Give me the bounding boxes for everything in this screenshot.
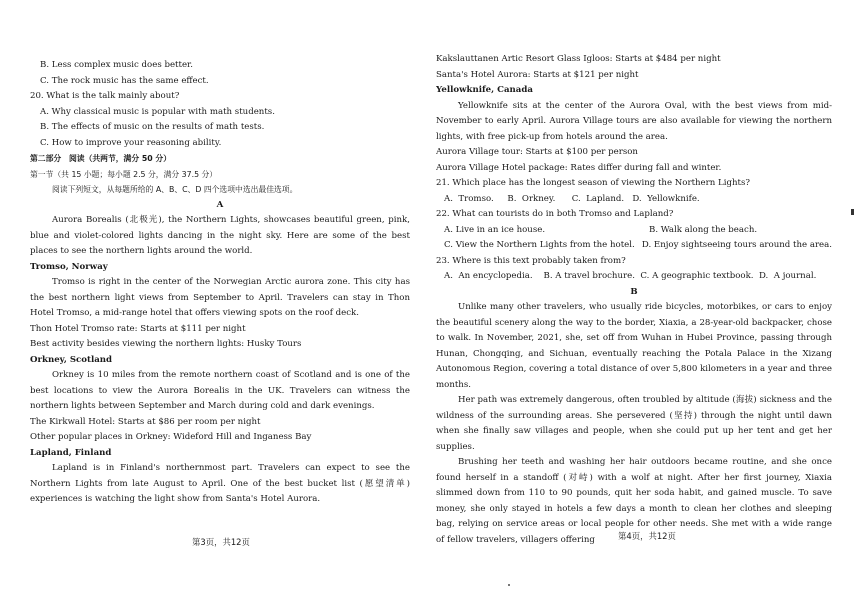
option-line: B. Less complex music does better. <box>40 60 193 70</box>
passage-letter-a: A <box>216 199 224 210</box>
orkney-hotel: The Kirkwall Hotel: Starts at $86 per room per night <box>30 416 261 427</box>
option-22c: C. View the Northern Lights from the hotel. <box>444 240 635 250</box>
question-20: 20. What is the talk mainly about? <box>30 91 180 101</box>
intro-paragraph: Aurora Borealis (北极光), the Northern Lights, showcases beautiful green, pink, blue and violet-colored lights dancing in the night sky. Here are some of the best places to see the northern lights around the world. <box>30 215 410 256</box>
passage-b-paragraph-1: Unlike many other travelers, who usually ride bicycles, motorbikes, or cars to enjoy the beautiful scenery along the way to the border, Xiaxia, a 28-year-old backpacker, chose to walk. In November, 2021, she, set off from Wuhan in Hubei Province, passing through Hunan, Chongqing, and Sichuan, eventually reaching the Potala Palace in the Xizang Autonomous Region, covering a total distance of over 5,800 kilometers in a year and three months. <box>436 302 832 390</box>
question-22-options-ab <box>436 223 832 239</box>
section-title: 第二部分 阅读（共两节，满分 50 分） <box>30 154 172 163</box>
question-21: 21. Which place has the longest season of viewing the Northern Lights? <box>436 178 750 188</box>
heading-orkney: Orkney, Scotland <box>30 354 113 365</box>
option-line: B. The effects of music on the results of math tests. <box>40 122 265 132</box>
right-page <box>436 52 832 548</box>
yellowknife-paragraph: Yellowknife sits at the center of the Aurora Oval, with the best views from mid-November to early April. Aurora Village tours are also available for viewing the northern lights, with free pick-up from hotels around the area. <box>436 100 832 142</box>
option-line: C. How to improve your reasoning ability. <box>40 137 222 148</box>
heading-lapland: Lapland, Finland <box>30 447 112 458</box>
heading-yellowknife: Yellowknife, Canada <box>436 85 533 95</box>
tromso-rate: Thon Hotel Tromso rate: Starts at $111 per night <box>30 323 246 334</box>
option-line: A. Why classical music is popular with math students. <box>40 106 275 117</box>
question-22: 22. What can tourists do in both Tromso and Lapland? <box>436 209 674 219</box>
option-line: C. The rock music has the same effect. <box>40 75 209 86</box>
tromso-paragraph: Tromso is right in the center of the Norwegian Arctic aurora zone. This city has the best northern light views from September to April. Travelers can stay in Thon Hotel Tromso, a mid-range hotel that offers viewing spots on the roof deck. <box>30 277 410 318</box>
passage-letter-b: B <box>630 286 638 297</box>
aurora-package: Aurora Village Hotel package: Rates differ during fall and winter. <box>436 162 722 173</box>
left-page <box>30 58 410 508</box>
question-21-options: A. Tromso. B. Orkney. C. Lapland. D. Yellowknife. <box>444 193 700 204</box>
question-22-options-cd <box>436 238 832 254</box>
tromso-activity: Best activity besides viewing the northern lights: Husky Tours <box>30 339 302 349</box>
passage-b-paragraph-3: Brushing her teeth and washing her hair outdoors became routine, and she once found herself in a standoff (对峙) with a wolf at night. After her first journey, Xiaxia slimmed down from 110 to 90 pounds, quit her soda habit, and gained muscle. To save money, she only stayed in hotels a few days a month to clean her clothes and sleeping bag, relying on service areas or local people for other needs. She met with a wide range of fellow travelers, villagers offering <box>436 457 832 545</box>
question-23-options: A. An encyclopedia. B. A travel brochure. C. A geographic textbook. D. A journal. <box>444 271 817 281</box>
santa-rate: Santa's Hotel Aurora: Starts at $121 per night <box>436 69 639 80</box>
instruction: 阅读下列短文，从每题所给的 A、B、C、D 四个选项中选出最佳选项。 <box>52 185 298 194</box>
option-22a: A. Live in an ice house. <box>444 224 546 235</box>
aurora-tour: Aurora Village tour: Starts at $100 per person <box>436 147 638 157</box>
lapland-paragraph: Lapland is in Finland's northernmost part. Travelers can expect to see the Northern Lights from late August to April. One of the best bucket list (愿望清单) experiences is watching the light show from Santa's Hotel Aurora. <box>30 463 410 504</box>
scan-speck <box>508 584 510 586</box>
scan-mark <box>851 209 854 215</box>
igloos-rate: Kakslauttanen Artic Resort Glass Igloos: Starts at $484 per night <box>436 54 721 64</box>
subsection-title: 第一节（共 15 小题；每小题 2.5 分，满分 37.5 分） <box>30 169 218 179</box>
page-number-right: 第4页，共12页 <box>618 531 676 541</box>
option-22b: B. Walk along the beach. <box>649 224 758 235</box>
option-22d: D. Enjoy sightseeing tours around the area. <box>641 240 832 250</box>
orkney-other: Other popular places in Orkney: Wideford Hill and Inganess Bay <box>30 432 312 442</box>
passage-b-paragraph-2: Her path was extremely dangerous, often troubled by altitude (海拔) sickness and the wildness of the surrounding areas. She persevered (坚持) through the night until dawn when she finally saw villages and people, when she could put up her tent and get her supplies. <box>436 395 832 452</box>
page-number-left: 第3页，共12页 <box>192 537 250 547</box>
heading-tromso: Tromso, Norway <box>30 261 108 272</box>
question-23: 23. Where is this text probably taken from? <box>436 255 626 266</box>
orkney-paragraph: Orkney is 10 miles from the remote northern coast of Scotland and is one of the best locations to view the Aurora Borealis in the UK. Travelers can witness the northern lights between September and March during cold and dark evenings. <box>30 370 410 411</box>
